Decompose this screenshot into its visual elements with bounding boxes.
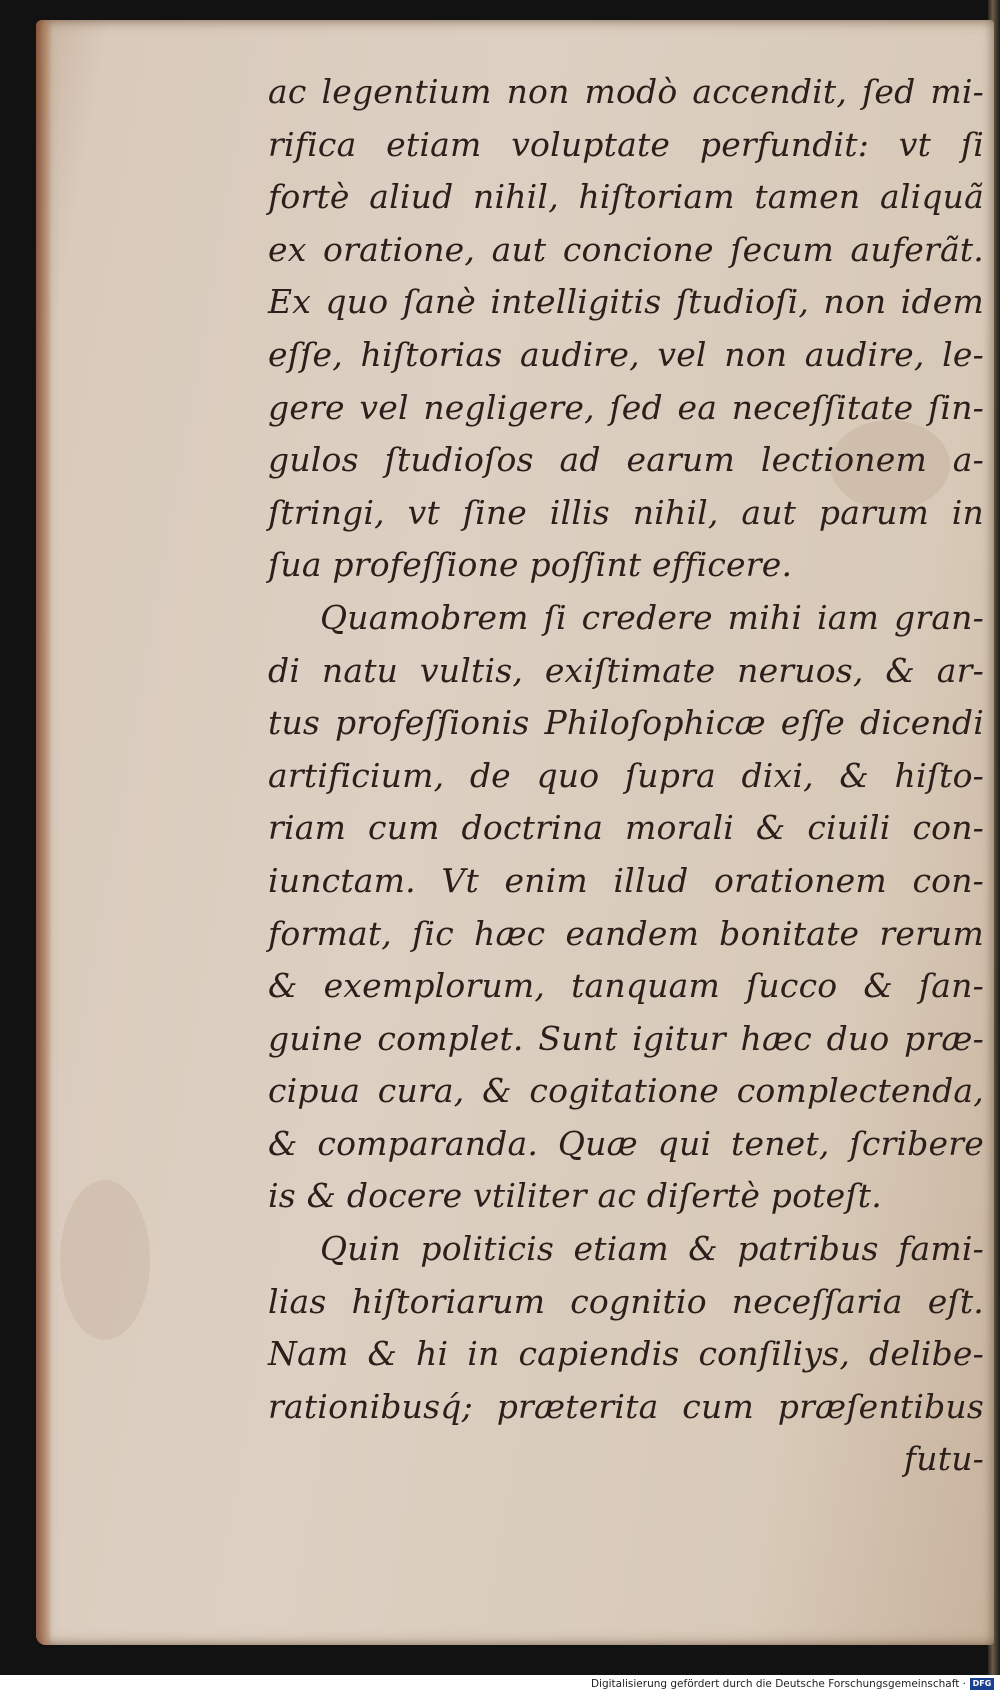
text-line: Quin politicis etiam & patribus fami-	[320, 1229, 984, 1269]
text-line: rationibusq́; præterita cum præſentibus	[268, 1386, 984, 1426]
digitization-credit: Digitalisierung gefördert durch die Deutsche Forschungsgemeinschaft ·	[590, 1678, 966, 1690]
page-text	[268, 66, 984, 1486]
text-line: riam cum doctrina morali & ciuili con-	[268, 808, 984, 848]
text-line: Ex quo ſanè intelligitis ſtudioſi, non idem	[268, 282, 984, 322]
dfg-logo-icon: DFG	[970, 1678, 994, 1690]
text-line: ac legentium non modò accendit, ſed mi-	[268, 72, 984, 111]
text-line: Nam & hi in capiendis conſiliys, delibe-	[268, 1334, 984, 1374]
text-line: ex oratione, aut concione ſecum auferãt.	[268, 229, 984, 269]
text-line: lias hiſtoriarum cognitio neceſſaria eſt.	[268, 1281, 984, 1321]
text-line: gere vel negligere, ſed ea neceſſitate ſin-	[268, 387, 984, 427]
text-line: iunctam. Vt enim illud orationem con-	[268, 860, 984, 900]
text-line: format, ſic hæc eandem bonitate rerum	[268, 913, 984, 953]
catchword: futu-	[903, 1439, 984, 1479]
text-line: gulos ſtudioſos ad earum lectionem a-	[268, 440, 984, 480]
text-line: fortè aliud nihil, hiſtoriam tamen aliquã	[268, 177, 984, 217]
text-line: di natu vultis, exiſtimate neruos, & ar-	[268, 650, 984, 690]
text-line: eſſe, hiſtorias audire, vel non audire, le-	[268, 334, 984, 374]
text-line: is & docere vtiliter ac diſertè poteſt.	[268, 1176, 882, 1216]
text-line: ſua profeſſione poſſint efficere.	[268, 545, 793, 585]
text-line: Quamobrem ſi credere mihi iam gran-	[320, 597, 984, 637]
text-line: artificium, de quo ſupra dixi, & hiſto-	[268, 755, 984, 795]
text-line: & comparanda. Quæ qui tenet, ſcribere	[268, 1123, 984, 1163]
text-line: guine complet. Sunt igitur hæc duo præ-	[268, 1018, 984, 1058]
page-spine-shadow	[36, 20, 52, 1645]
text-line: tus profeſſionis Philoſophicæ eſſe dicendi	[268, 703, 984, 743]
page-stain	[60, 1180, 150, 1340]
text-line: cipua cura, & cogitatione complectenda,	[268, 1071, 984, 1111]
text-line: rifica etiam voluptate perfundit: vt ſi	[268, 124, 984, 164]
text-line: ſtringi, vt ſine illis nihil, aut parum in	[268, 492, 984, 532]
text-line: & exemplorum, tanquam ſucco & ſan-	[268, 966, 984, 1006]
